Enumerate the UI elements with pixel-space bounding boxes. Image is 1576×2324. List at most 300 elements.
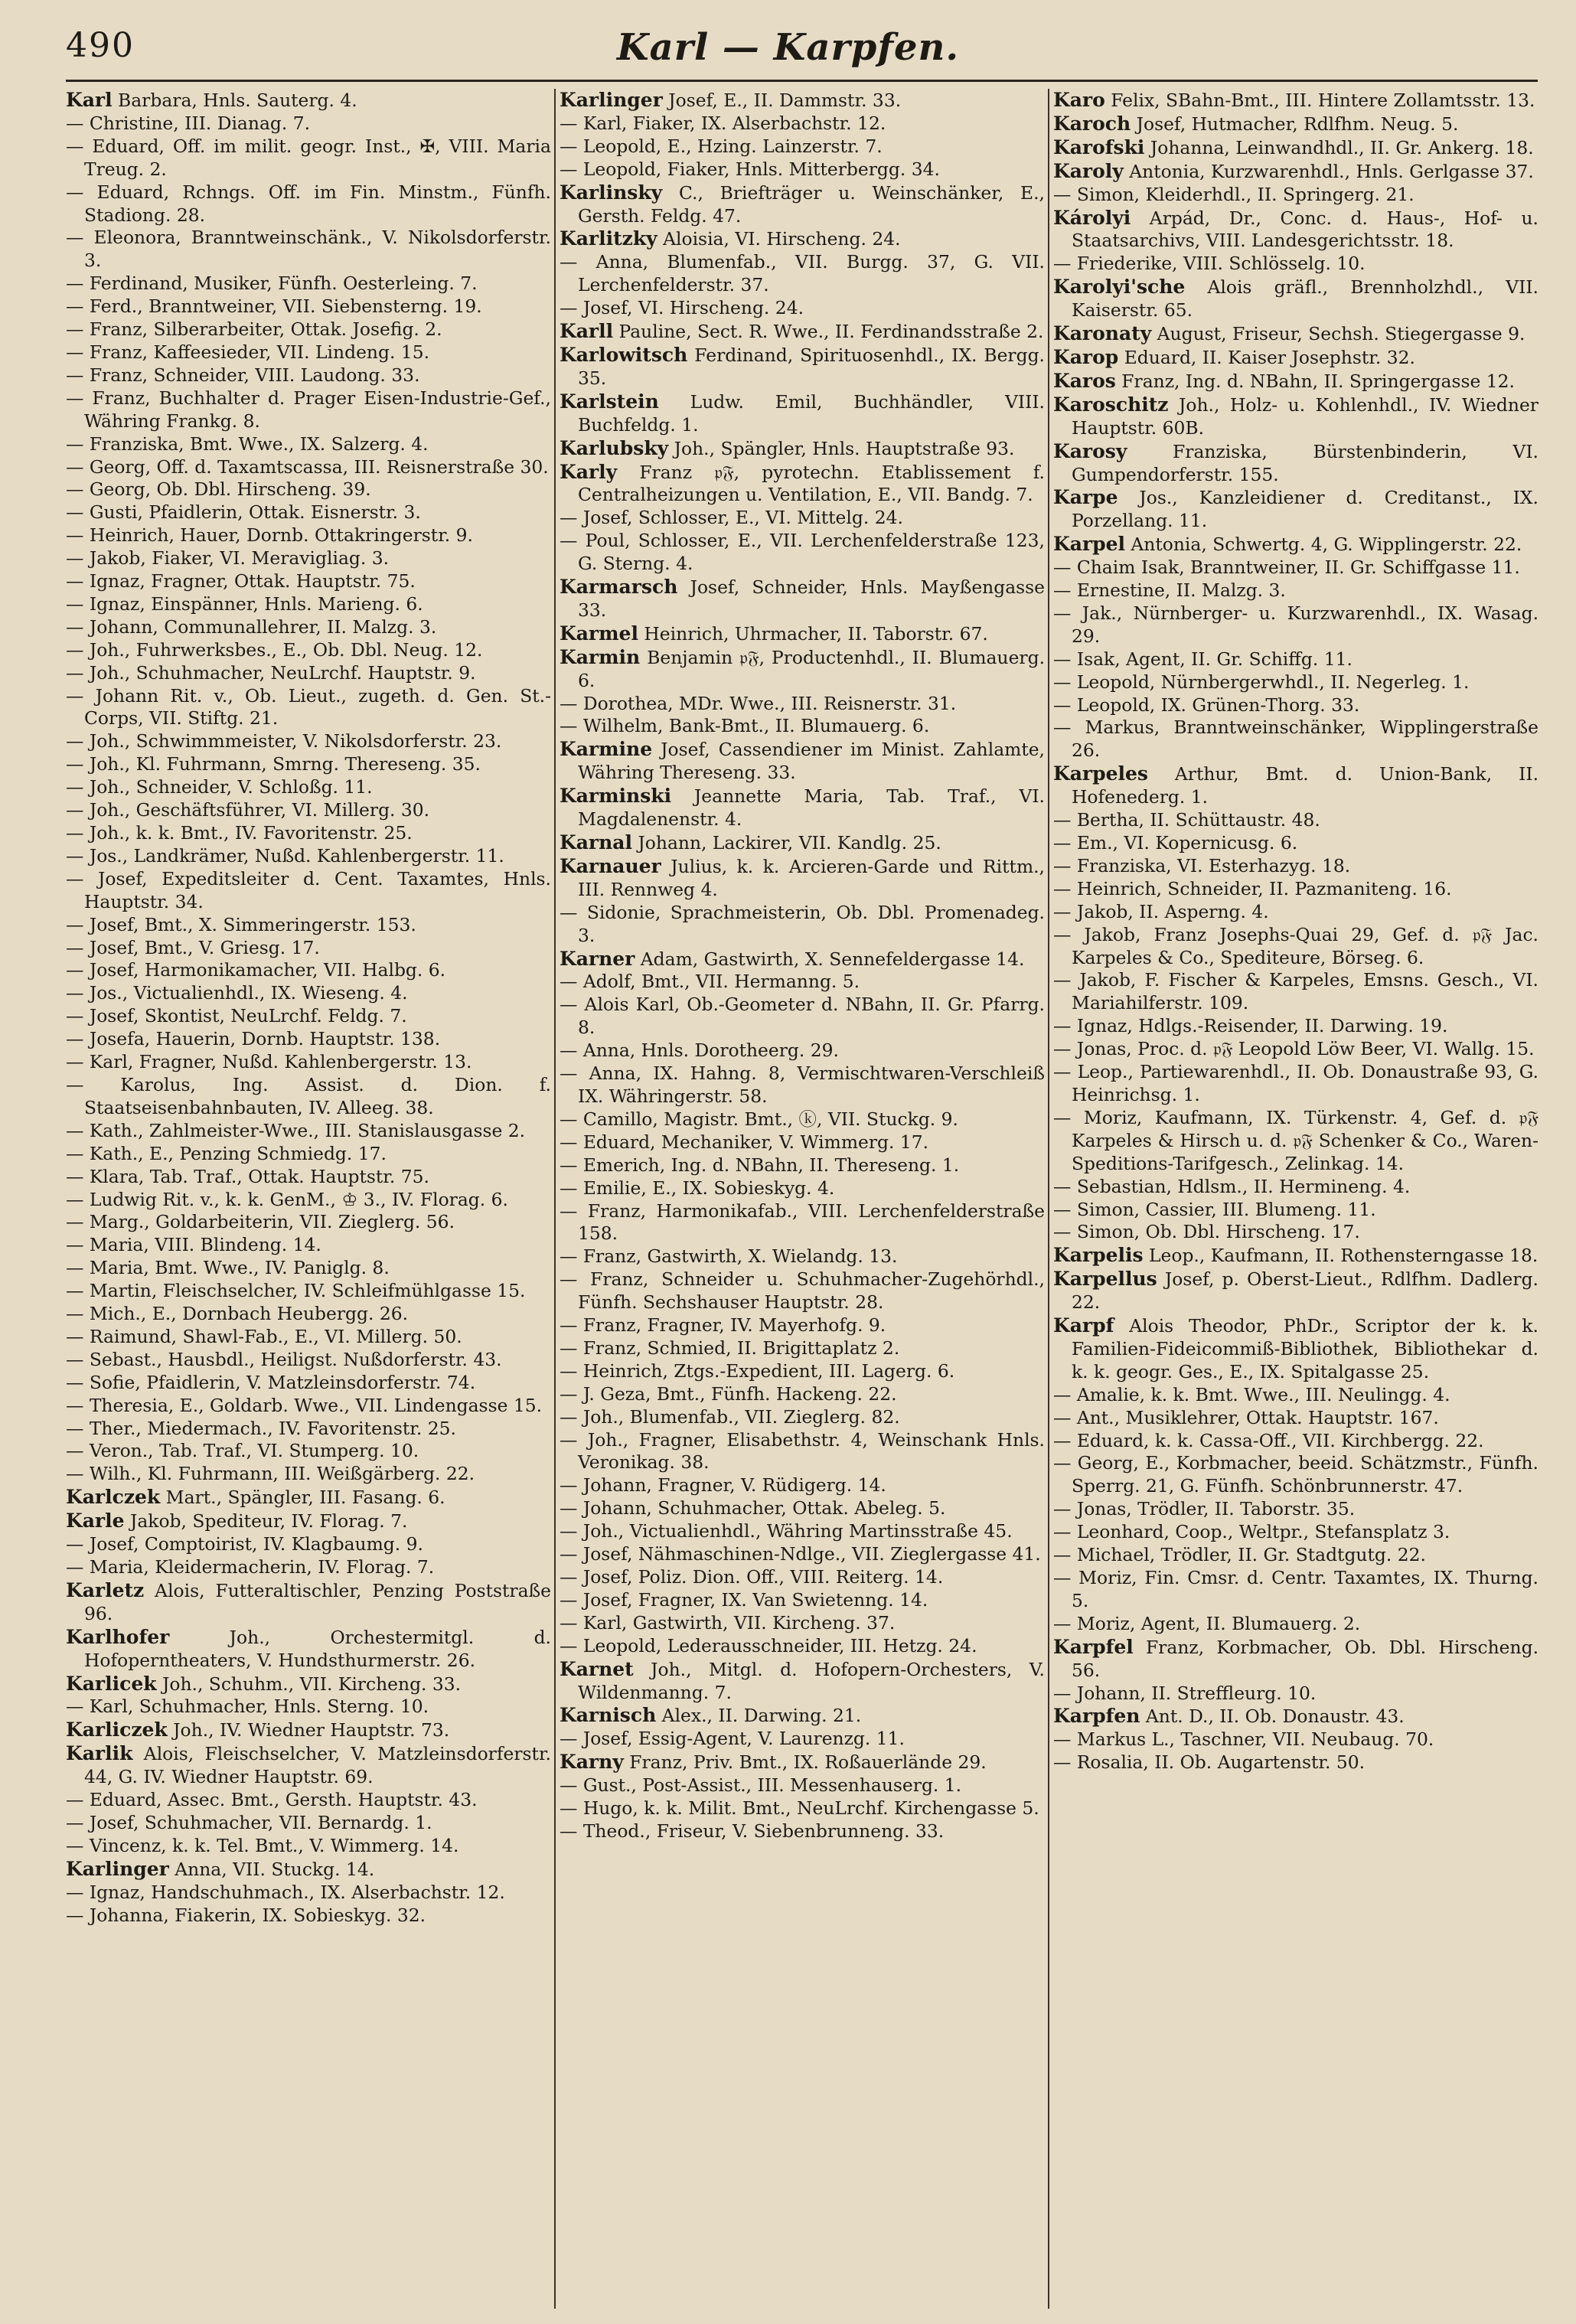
entry-surname: Karpf: [1053, 1314, 1114, 1337]
entry-text: — Johann, Fragner, V. Rüdigerg. 14.: [560, 1474, 886, 1497]
entry-text: — Josef, Poliz. Dion. Off., VIII. Reiterg. 14.: [560, 1566, 944, 1588]
directory-entry: [66, 524, 551, 547]
directory-entry: [66, 1905, 551, 1927]
entry-text: — Anna, IX. Hahng. 8, Vermischtwaren-Verschleiß IX. Währingerstr. 58.: [560, 1062, 1045, 1107]
directory-entry: [560, 461, 1045, 508]
directory-entry: [1053, 1751, 1538, 1774]
entry-text: — Mich., E., Dornbach Heubergg. 26.: [66, 1303, 409, 1325]
directory-entry: [560, 507, 1045, 530]
directory-entry: [66, 1486, 551, 1510]
entry-text: Johanna, Leinwandhdl., II. Gr. Ankerg. 18.: [1144, 136, 1534, 158]
entry-text: — Sebastian, Hdlsm., II. Hermineng. 4.: [1053, 1175, 1411, 1197]
directory-entry: [560, 1406, 1045, 1429]
entry-surname: Karop: [1053, 345, 1119, 368]
page-title: Karl — Karpfen.: [616, 26, 960, 69]
entry-surname: Karpeles: [1053, 762, 1148, 785]
directory-entry: [66, 1326, 551, 1349]
directory-entry: [560, 227, 1045, 251]
entry-text: Anna, VII. Stuckg. 14.: [168, 1858, 375, 1880]
entry-text: — Eduard, Off. im milit. geogr. Inst., ✠, VIII. Maria Treug. 2.: [66, 135, 551, 180]
directory-entry: [1053, 579, 1538, 602]
directory-entry: [560, 1635, 1045, 1658]
entry-text: — Dorothea, MDr. Wwe., III. Reisnerstr. 31.: [560, 692, 957, 714]
entry-text: Julius, k. k. Arcieren-Garde und Rittm., III. Rennweg 4.: [578, 855, 1045, 900]
directory-entry: [66, 113, 551, 135]
entry-text: — Josef, Essig-Agent, V. Laurenzg. 11.: [560, 1728, 905, 1750]
entry-text: Pauline, Sect. R. Wwe., II. Ferdinandsstraße 2.: [613, 321, 1044, 343]
directory-entry: [66, 273, 551, 295]
directory-entry: [1053, 878, 1538, 901]
entry-text: — Eduard, Assec. Bmt., Gersth. Hauptstr. 43.: [66, 1789, 478, 1811]
entry-text: — Jonas, Trödler, II. Taborstr. 35.: [1053, 1498, 1356, 1520]
entry-text: — Josef, Bmt., X. Simmeringerstr. 153.: [66, 913, 416, 935]
directory-entry: [66, 868, 551, 914]
entry-text: — Ferd., Branntweiner, VII. Siebensterng. 19.: [66, 295, 482, 318]
entry-text: — Josef, Nähmaschinen-Ndlge., VII. Zieglergasse 41.: [560, 1543, 1041, 1565]
entry-text: — Joh., Geschäftsführer, VI. Millerg. 30.: [66, 799, 430, 821]
entry-text: — Heinrich, Schneider, II. Pazmaniteng. 16.: [1053, 877, 1452, 899]
directory-entry: [560, 1589, 1045, 1612]
directory-entry: [66, 318, 551, 341]
entry-text: — Joh., Schuhmacher, NeuLrchf. Hauptstr. 9.: [66, 661, 476, 684]
entry-text: — Leopold, E., Hzing. Lainzerstr. 7.: [560, 135, 883, 157]
entry-text: — Franz, Silberarbeiter, Ottak. Josefig. 2.: [66, 318, 442, 341]
entry-text: Felix, SBahn-Bmt., III. Hintere Zollamtsstr. 13.: [1105, 90, 1535, 111]
column-1: [66, 89, 551, 2309]
entry-surname: Karofski: [1053, 135, 1145, 158]
directory-entry: [560, 1520, 1045, 1543]
entry-text: — Joh., Schwimmmeister, V. Nikolsdorferstr. 23.: [66, 730, 502, 752]
entry-surname: Karly: [560, 460, 618, 483]
directory-entry: [560, 1612, 1045, 1635]
directory-entry: [66, 1835, 551, 1858]
directory-entry: [1053, 486, 1538, 533]
directory-entry: [66, 1395, 551, 1418]
directory-entry: [66, 1120, 551, 1143]
directory-entry: [560, 1108, 1045, 1131]
entry-text: — Johann, II. Streffleurg. 10.: [1053, 1682, 1317, 1704]
directory-entry: [560, 622, 1045, 646]
entry-text: August, Friseur, Sechsh. Stiegergasse 9.: [1151, 323, 1525, 345]
entry-text: — Ignaz, Einspänner, Hnls. Marieng. 6.: [66, 592, 423, 615]
directory-entry: [560, 158, 1045, 181]
entry-surname: Karpellus: [1053, 1268, 1157, 1291]
directory-entry: [560, 1154, 1045, 1177]
entry-surname: Karnauer: [560, 854, 661, 877]
entry-text: — Simon, Cassier, III. Blumeng. 11.: [1053, 1198, 1376, 1220]
directory-entry: [1053, 370, 1538, 393]
entry-text: — Franz, Schneider, VIII. Laudong. 33.: [66, 364, 420, 386]
entry-text: — Moriz, Kaufmann, IX. Türkenstr. 4, Gef. d. 𝔭𝔉 Karpeles & Hirsch u. d. 𝔭𝔉 Schenker & Co., Waren-Speditions-Tarifgesch., Zelinkag. 14.: [1053, 1106, 1538, 1174]
directory-entry: [1053, 1244, 1538, 1268]
entry-text: — Bertha, II. Schüttaustr. 48.: [1053, 809, 1320, 831]
directory-entry: [1053, 1038, 1538, 1061]
directory-entry: [66, 1349, 551, 1372]
directory-entry: [66, 387, 551, 433]
entry-text: Joh., Holz- u. Kohlenhdl., IV. Wiedner Hauptstr. 60B.: [1072, 393, 1538, 439]
entry-surname: Karner: [560, 947, 635, 970]
directory-entry: [1053, 89, 1538, 113]
entry-text: — Franz, Fragner, IV. Mayerhofg. 9.: [560, 1314, 886, 1337]
directory-entry: [66, 1440, 551, 1463]
entry-surname: Karolyi'sche: [1053, 276, 1186, 299]
directory-entry: [1053, 1683, 1538, 1705]
entry-text: Alois, Futteraltischler, Penzing Poststraße 96.: [84, 1579, 551, 1624]
entry-text: Joh., Spängler, Hnls. Hauptstraße 93.: [668, 437, 1015, 459]
entry-text: — Franz, Schneider u. Schuhmacher-Zugehörhdl., Fünfh. Sechshauser Hauptstr. 28.: [560, 1268, 1045, 1314]
directory-entry: [560, 1429, 1045, 1475]
directory-entry: [66, 1626, 551, 1673]
directory-entry: [66, 341, 551, 364]
entry-text: — Josef, Skontist, NeuLrchf. Feldg. 7.: [66, 1005, 407, 1027]
directory-entry: [560, 902, 1045, 948]
directory-entry: [560, 1474, 1045, 1497]
entry-surname: Karlinger: [560, 89, 663, 111]
directory-entry: [66, 1143, 551, 1166]
entry-surname: Karoly: [1053, 159, 1124, 182]
entry-text: — Franz, Schmied, II. Brigittaplatz 2.: [560, 1337, 900, 1359]
directory-entry: [1053, 1268, 1538, 1314]
entry-text: Franz, Ing. d. NBahn, II. Springergasse 12.: [1115, 370, 1515, 392]
directory-entry: [1053, 1636, 1538, 1683]
entry-surname: Karlik: [66, 1742, 133, 1765]
entry-text: — Hugo, k. k. Milit. Bmt., NeuLrchf. Kirchengasse 5.: [560, 1797, 1039, 1820]
directory-entry: [66, 1673, 551, 1696]
directory-entry: [1053, 276, 1538, 322]
entry-text: — Joh., Fuhrwerksbes., E., Ob. Dbl. Neug. 12.: [66, 638, 483, 661]
entry-text: Jakob, Spediteur, IV. Florag. 7.: [124, 1510, 408, 1532]
entry-text: — Maria, VIII. Blindeng. 14.: [66, 1234, 321, 1256]
directory-entry: [1053, 969, 1538, 1015]
directory-entry: [560, 1062, 1045, 1108]
directory-entry: [66, 456, 551, 479]
entry-text: Mart., Spängler, III. Fasang. 6.: [160, 1487, 445, 1509]
directory-entry: [66, 776, 551, 799]
entry-text: Joh., Orchestermitgl. d. Hofoperntheaters, V. Hundsthurmerstr. 26.: [84, 1626, 551, 1671]
entry-text: — Rosalia, II. Ob. Augartenstr. 50.: [1053, 1751, 1366, 1774]
entry-text: — Ther., Miedermach., IV. Favoritenstr. 25.: [66, 1417, 456, 1439]
directory-entry: [1053, 809, 1538, 832]
directory-entry: [560, 135, 1045, 158]
directory-entry: [66, 1463, 551, 1486]
entry-text: — Franziska, Bmt. Wwe., IX. Salzerg. 4.: [66, 432, 429, 455]
directory-entry: [1053, 1452, 1538, 1498]
directory-entry: [1053, 924, 1538, 970]
entry-text: — Kath., Zahlmeister-Wwe., III. Stanislausgasse 2.: [66, 1119, 526, 1141]
directory-entry: [1053, 1521, 1538, 1544]
directory-entry: [560, 113, 1045, 135]
entry-text: — Chaim Isak, Branntweiner, II. Gr. Schiffgasse 11.: [1053, 557, 1520, 579]
directory-entry: [66, 822, 551, 845]
entry-text: — Jos., Victualienhdl., IX. Wieseng. 4.: [66, 982, 408, 1004]
directory-entry: [560, 390, 1045, 437]
entry-text: — Leonhard, Coop., Weltpr., Stefansplatz 3.: [1053, 1521, 1450, 1543]
directory-entry: [1053, 113, 1538, 136]
entry-text: — Leopold, IX. Grünen-Thorg. 33.: [1053, 694, 1360, 716]
directory-entry: [1053, 1728, 1538, 1751]
directory-entry: [560, 1751, 1045, 1774]
entry-surname: Karll: [560, 320, 614, 343]
directory-entry: [66, 1556, 551, 1579]
directory-entry: [66, 730, 551, 753]
directory-entry: [1053, 648, 1538, 671]
entry-surname: Karminski: [560, 785, 672, 808]
directory-entry: [66, 1418, 551, 1441]
entry-text: — Joh., Blumenfab., VII. Zieglerg. 82.: [560, 1405, 900, 1428]
directory-entry: [66, 1303, 551, 1326]
entry-text: — Maria, Kleidermacherin, IV. Florag. 7.: [66, 1556, 435, 1578]
directory-entry: [66, 1789, 551, 1812]
directory-entry: [66, 295, 551, 318]
entry-text: — Leopold, Lederausschneider, III. Hetzg. 24.: [560, 1634, 977, 1657]
entry-text: — Gust., Post-Assist., III. Messenhauserg. 1.: [560, 1774, 962, 1797]
entry-text: Josef, E., II. Dammstr. 33.: [662, 90, 902, 111]
directory-entry: [1053, 1314, 1538, 1384]
directory-entry: [1053, 1176, 1538, 1199]
entry-text: — Karl, Fragner, Nußd. Kahlenbergerstr. 13.: [66, 1051, 472, 1073]
entry-text: Josef, p. Oberst-Lieut., Rdlfhm. Dadlerg. 22.: [1072, 1268, 1538, 1314]
directory-entry: [1053, 253, 1538, 276]
entry-text: Josef, Cassendiener im Minist. Zahlamte, Währing Thereseng. 33.: [578, 739, 1045, 784]
entry-surname: Karos: [1053, 369, 1116, 392]
entry-text: — Franziska, VI. Esterhazyg. 18.: [1053, 854, 1351, 876]
column-3: [1053, 89, 1538, 2309]
entry-surname: Karlstein: [560, 390, 659, 413]
directory-entry: [1053, 1567, 1538, 1613]
entry-text: — Johann Rit. v., Ob. Lieut., zugeth. d. Gen. St.-Corps, VII. Stiftg. 21.: [66, 684, 551, 730]
directory-entry: [560, 576, 1045, 622]
entry-text: — Ernestine, II. Malzg. 3.: [1053, 579, 1286, 602]
directory-entry: [66, 937, 551, 960]
directory-columns: [66, 89, 1538, 2309]
entry-text: — Joh., Victualienhdl., Währing Martinsstraße 45.: [560, 1520, 1013, 1542]
entry-text: — Anna, Hnls. Dorotheerg. 29.: [560, 1040, 839, 1062]
directory-entry: [1053, 1498, 1538, 1521]
directory-entry: [66, 1280, 551, 1303]
entry-text: — Joh., Kl. Fuhrmann, Smrng. Thereseng. 35.: [66, 753, 481, 775]
entry-text: — Karl, Schuhmacher, Hnls. Sterng. 10.: [66, 1696, 429, 1718]
directory-entry: [1053, 160, 1538, 184]
entry-surname: Karonaty: [1053, 322, 1152, 345]
entry-text: Alex., II. Darwing. 21.: [656, 1705, 862, 1727]
directory-entry: [560, 1040, 1045, 1062]
directory-entry: [560, 1566, 1045, 1589]
entry-text: — Amalie, k. k. Bmt. Wwe., III. Neulingg. 4.: [1053, 1383, 1450, 1405]
directory-entry: [560, 1131, 1045, 1154]
directory-entry: [560, 530, 1045, 576]
directory-entry: [66, 753, 551, 776]
entry-text: — Josef, Schlosser, E., VI. Mittelg. 24.: [560, 507, 903, 529]
entry-text: — Christine, III. Dianag. 7.: [66, 112, 311, 134]
entry-text: — Jakob, Franz Josephs-Quai 29, Gef. d. 𝔭𝔉 Jac. Karpeles & Co., Spediteure, Börseg. 6.: [1053, 923, 1538, 968]
directory-entry: [1053, 440, 1538, 487]
directory-entry: [1053, 533, 1538, 557]
entry-text: — Joh., Schneider, V. Schloßg. 11.: [66, 776, 373, 798]
directory-entry: [66, 1234, 551, 1257]
directory-entry: [66, 501, 551, 524]
directory-entry: [66, 959, 551, 982]
directory-entry: [560, 1543, 1045, 1566]
entry-text: — Camillo, Magistr. Bmt., ⓚ, VII. Stuckg. 9.: [560, 1108, 958, 1130]
directory-entry: [66, 570, 551, 593]
entry-text: — Theod., Friseur, V. Siebenbrunneng. 33.: [560, 1820, 945, 1842]
directory-entry: [560, 1200, 1045, 1246]
directory-entry: [66, 1211, 551, 1234]
entry-surname: Karlhofer: [66, 1625, 170, 1648]
entry-text: Johann, Lackirer, VII. Kandlg. 25.: [631, 832, 941, 854]
entry-text: Antonia, Kurzwarenhdl., Hnls. Gerlgasse 37.: [1123, 160, 1534, 182]
entry-text: — Karolus, Ing. Assist. d. Dion. f. Staatseisenbahnbauten, IV. Alleeg. 38.: [66, 1073, 551, 1118]
directory-entry: [66, 1742, 551, 1789]
entry-surname: Karlicek: [66, 1672, 157, 1695]
entry-surname: Karoch: [1053, 112, 1131, 135]
entry-text: — Karl, Fiaker, IX. Alserbachstr. 12.: [560, 112, 886, 134]
entry-text: — Marg., Goldarbeiterin, VII. Zieglerg. 56.: [66, 1211, 455, 1233]
entry-text: — Markus L., Taschner, VII. Neubaug. 70.: [1053, 1728, 1434, 1751]
entry-text: — Ignaz, Hdlgs.-Reisender, II. Darwing. 19.: [1053, 1015, 1448, 1037]
directory-entry: [66, 1510, 551, 1533]
column-2: [560, 89, 1045, 2309]
entry-text: Alois gräfl., Brennholzhdl., VII. Kaiserstr. 65.: [1072, 276, 1538, 322]
directory-entry: [560, 1177, 1045, 1200]
directory-entry: [66, 1189, 551, 1212]
directory-entry: [66, 1372, 551, 1395]
directory-entry: [66, 1696, 551, 1719]
entry-text: — Simon, Ob. Dbl. Hirscheng. 17.: [1053, 1221, 1360, 1243]
entry-text: — Friederike, VIII. Schlösselg. 10.: [1053, 253, 1366, 275]
entry-text: — Theresia, E., Goldarb. Wwe., VII. Lindengasse 15.: [66, 1394, 543, 1416]
entry-text: — Veron., Tab. Traf., VI. Stumperg. 10.: [66, 1440, 419, 1462]
entry-text: — Eleonora, Branntweinschänk., V. Nikolsdorferstr. 3.: [66, 227, 551, 272]
entry-surname: Karletz: [66, 1578, 145, 1601]
entry-text: — Karl, Gastwirth, VII. Kircheng. 37.: [560, 1611, 896, 1634]
entry-text: Joh., Schuhm., VII. Kircheng. 33.: [156, 1673, 462, 1695]
entry-text: — Em., VI. Kopernicusg. 6.: [1053, 832, 1298, 854]
entry-text: Heinrich, Uhrmacher, II. Taborstr. 67.: [638, 622, 988, 645]
directory-entry: [1053, 393, 1538, 440]
directory-entry: [1053, 1199, 1538, 1222]
entry-text: — Leopold, Nürnbergerwhdl., II. Negerleg. 1.: [1053, 671, 1470, 693]
header-rule: [66, 80, 1538, 82]
entry-text: — Joh., k. k. Bmt., IV. Favoritenstr. 25.: [66, 822, 413, 844]
entry-text: Josef, Schneider, Hnls. Mayßengasse 33.: [578, 576, 1045, 621]
entry-text: — Georg, Off. d. Taxamtscassa, III. Reisnerstraße 30.: [66, 455, 549, 478]
directory-entry: [66, 1858, 551, 1882]
entry-text: — Heinrich, Hauer, Dornb. Ottakringerstr. 9.: [66, 524, 473, 547]
entry-text: — Sidonie, Sprachmeisterin, Ob. Dbl. Promenadeg. 3.: [560, 901, 1045, 946]
directory-entry: [560, 693, 1045, 716]
entry-text: — Jonas, Proc. d. 𝔭𝔉 Leopold Löw Beer, VI. Wallg. 15.: [1053, 1038, 1535, 1060]
directory-entry: [560, 971, 1045, 994]
entry-text: — Isak, Agent, II. Gr. Schiffg. 11.: [1053, 648, 1352, 670]
entry-text: — Simon, Kleiderhdl., II. Springerg. 21.: [1053, 183, 1414, 205]
directory-entry: [66, 135, 551, 181]
entry-text: Franz, Korbmacher, Ob. Dbl. Hirscheng. 56.: [1072, 1636, 1538, 1681]
entry-text: — Leopold, Fiaker, Hnls. Mitterbergg. 34.: [560, 158, 940, 180]
directory-entry: [560, 1797, 1045, 1820]
directory-entry: [1053, 694, 1538, 717]
entry-text: Alois Theodor, PhDr., Scriptor der k. k. Familien-Fideicommiß-Bibliothek, Bibliothekar d. k. k. geogr. Ges., E., IX. Spitalgasse 25.: [1072, 1315, 1538, 1382]
entry-surname: Karlinsky: [560, 181, 663, 204]
entry-text: — Georg, E., Korbmacher, beeid. Schätzmstr., Fünfh. Sperrg. 21, G. Fünfh. Schönbrunnerstr. 47.: [1053, 1452, 1538, 1497]
entry-surname: Karnet: [560, 1657, 634, 1680]
directory-entry: [560, 831, 1045, 855]
directory-entry: [1053, 136, 1538, 160]
directory-entry: [560, 1658, 1045, 1705]
directory-entry: [560, 251, 1045, 297]
entry-surname: Karlczek: [66, 1486, 161, 1509]
entry-text: — Sebast., Hausbdl., Heiligst. Nußdorferstr. 43.: [66, 1348, 502, 1370]
entry-text: — Sofie, Pfaidlerin, V. Matzleinsdorferstr. 74.: [66, 1371, 476, 1393]
entry-text: — Jakob, Fiaker, VI. Meravigliag. 3.: [66, 547, 390, 570]
directory-entry: [1053, 557, 1538, 579]
entry-surname: Karlinger: [66, 1857, 169, 1880]
directory-entry: [560, 320, 1045, 344]
entry-surname: Karmarsch: [560, 576, 678, 599]
entry-text: Antonia, Schwertg. 4, G. Wipplingerstr. 22.: [1124, 534, 1522, 556]
directory-entry: [560, 1245, 1045, 1268]
directory-entry: [560, 181, 1045, 228]
directory-entry: [1053, 901, 1538, 924]
entry-surname: Karmine: [560, 738, 653, 761]
directory-entry: [66, 914, 551, 937]
entry-text: Joh., Mitgl. d. Hofopern-Orchesters, V. Wildenmanng. 7.: [578, 1658, 1045, 1703]
entry-text: — Franz, Harmonikafab., VIII. Lerchenfelderstraße 158.: [560, 1200, 1045, 1245]
entry-text: — Eduard, Rchngs. Off. im Fin. Minstm., Fünfh. Stadiong. 28.: [66, 181, 551, 226]
entry-text: — Klara, Tab. Traf., Ottak. Hauptstr. 75.: [66, 1165, 429, 1187]
entry-text: — Josefa, Hauerin, Dornb. Hauptstr. 138.: [66, 1028, 441, 1050]
entry-text: — Josef, VI. Hirscheng. 24.: [560, 297, 804, 319]
directory-entry: [1053, 1015, 1538, 1038]
directory-entry: [560, 1337, 1045, 1360]
directory-entry: [66, 1074, 551, 1120]
entry-text: — Franz, Kaffeesieder, VII. Lindeng. 15.: [66, 341, 430, 363]
entry-text: Leop., Kaufmann, II. Rothensterngasse 18.: [1143, 1245, 1538, 1267]
entry-surname: Karpfel: [1053, 1635, 1134, 1658]
entry-text: — Josef, Fragner, IX. Van Swietenng. 14.: [560, 1588, 928, 1611]
directory-entry: [66, 982, 551, 1005]
entry-text: — Josef, Schuhmacher, VII. Bernardg. 1.: [66, 1811, 432, 1833]
entry-text: — Josef, Bmt., V. Griesg. 17.: [66, 936, 320, 958]
directory-entry: [560, 855, 1045, 902]
entry-text: — Joh., Fragner, Elisabethstr. 4, Weinschank Hnls. Veronikag. 38.: [560, 1428, 1045, 1474]
directory-entry: [1053, 1384, 1538, 1407]
directory-entry: [66, 1719, 551, 1742]
entry-surname: Karmin: [560, 645, 641, 668]
entry-text: — Heinrich, Ztgs.-Expedient, III. Lagerg. 6.: [560, 1359, 955, 1382]
entry-text: Arpád, Dr., Conc. d. Haus-, Hof- u. Staatsarchivs, VIII. Landesgerichtsstr. 18.: [1072, 207, 1538, 252]
entry-text: — Franz, Gastwirth, X. Wielandg. 13.: [560, 1245, 898, 1268]
entry-text: — Kath., E., Penzing Schmiedg. 17.: [66, 1142, 387, 1164]
directory-entry: [560, 1704, 1045, 1728]
entry-text: — Martin, Fleischselcher, IV. Schleifmühlgasse 15.: [66, 1280, 526, 1302]
entry-text: Franz 𝔭𝔉, pyrotechn. Etablissement f. Centralheizungen u. Ventilation, E., VII. Bandg. 7.: [578, 461, 1045, 506]
directory-entry: [66, 1166, 551, 1189]
directory-entry: [66, 364, 551, 387]
directory-entry: [66, 616, 551, 639]
directory-entry: [1053, 1221, 1538, 1244]
column-divider: [1048, 89, 1049, 2309]
directory-entry: [560, 1314, 1045, 1337]
directory-entry: [1053, 671, 1538, 694]
entry-text: Ferdinand, Spirituosenhdl., IX. Bergg. 35.: [578, 344, 1045, 389]
directory-entry: [560, 1268, 1045, 1314]
entry-text: — Jakob, II. Asperng. 4.: [1053, 900, 1269, 922]
directory-entry: [560, 89, 1045, 113]
entry-text: — Wilhelm, Bank-Bmt., II. Blumauerg. 6.: [560, 715, 930, 737]
entry-text: — Ignaz, Fragner, Ottak. Hauptstr. 75.: [66, 570, 416, 592]
entry-surname: Karpe: [1053, 486, 1118, 509]
